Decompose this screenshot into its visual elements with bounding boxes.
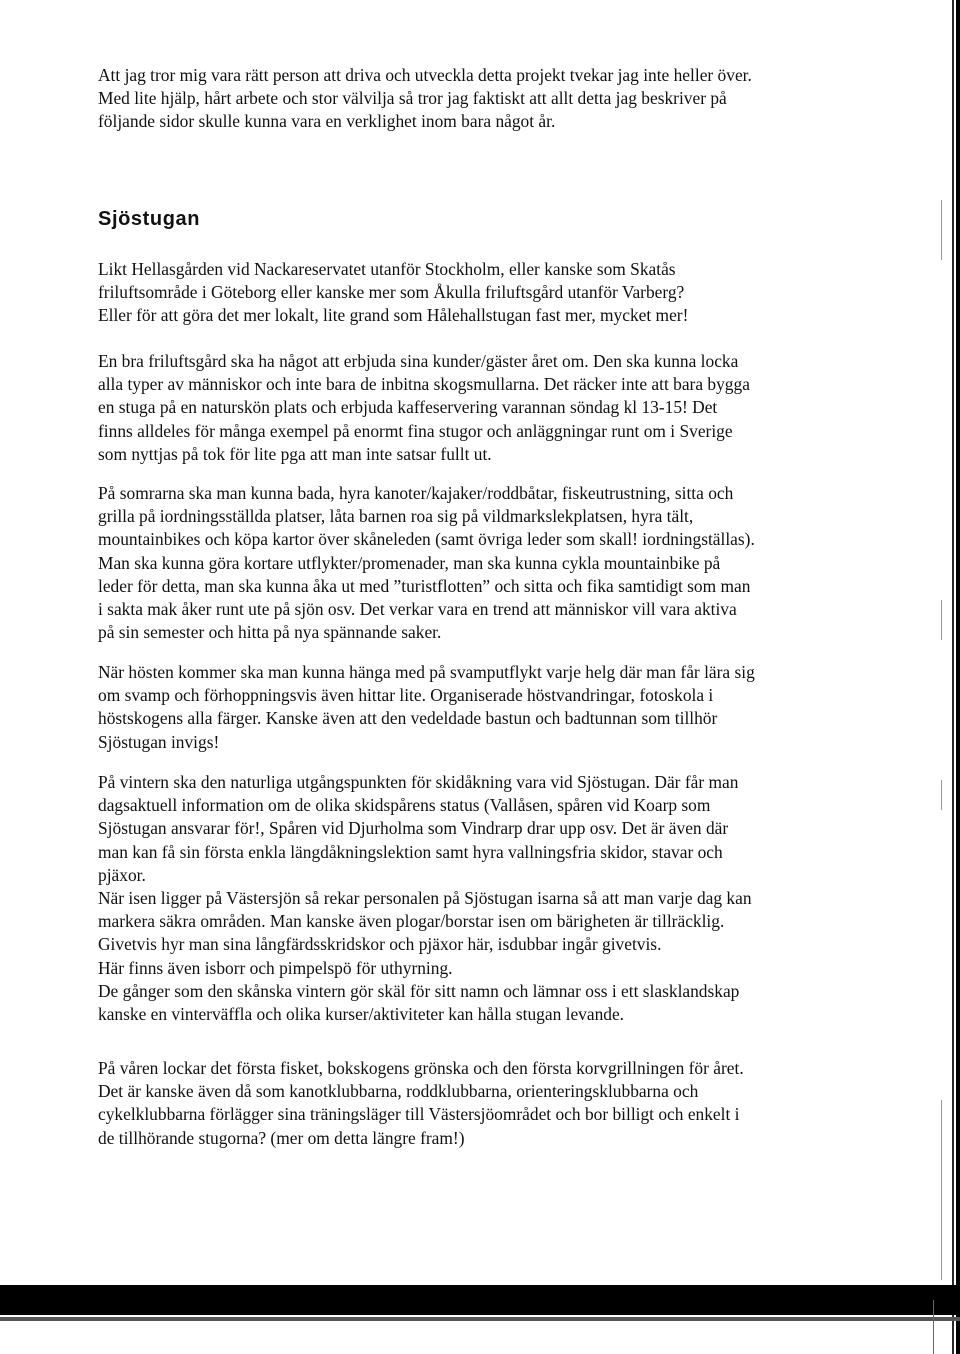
intro-paragraph-block (98, 64, 838, 134)
intro-paragraph: Att jag tror mig vara rätt person att driva och utveckla detta projekt tvekar jag inte heller över. Med lite hjälp, hårt arbete och stor välvilja så tror jag faktiskt att allt detta jag beskriver på följande sidor skulle kunna vara en verklighet inom bara något år. (98, 65, 752, 132)
paragraph-block-1 (98, 258, 838, 328)
paragraph-block-5 (98, 771, 838, 1026)
paragraph-block-3 (98, 482, 838, 644)
paragraph-block-4 (98, 661, 838, 754)
paragraph: En bra friluftsgård ska ha något att erbjuda sina kunder/gäster året om. Den ska kunna locka alla typer av människor och inte bara de inbitna skogsmullarna. Det räcker inte att bara bygga en stuga på en naturskön plats och erbjuda kaffeservering varannan söndag kl 13-15! Det finns alldeles för många exempel på enormt fina stugor och anläggningar runt om i Sverige som nyttjas på tok för lite pga att man inte satsar fullt ut. (98, 351, 750, 464)
scan-edge-right (956, 0, 960, 1354)
scan-margin-mark (941, 600, 942, 640)
paragraph: På somrarna ska man kunna bada, hyra kanoter/kajaker/roddbåtar, fiskeutrustning, sitta och grilla på iordningsställda platser, låta barnen roa sig på vildmarkslekplatsen, hyra tält, mountainbikes och köpa kartor över skåneleden (samt övriga leder som skall! iordningställas). Man ska kunna göra kortare utflykter/promenader, man ska kunna cykla mountainbike på leder för detta, man ska kunna åka ut med ”turistflotten” och sitta och fika samtidigt som man i sakta mak åker runt ute på sjön osv. Det verkar vara en trend att människor vill vara aktiva på sin semester och hitta på nya spännande saker. (98, 483, 755, 643)
scan-margin-mark (941, 1100, 942, 1280)
scan-bottom-bar (0, 1285, 960, 1315)
scan-margin-mark (941, 780, 942, 810)
section-heading: Sjöstugan (98, 208, 201, 230)
paragraph: På vintern ska den naturliga utgångspunkten för skidåkning vara vid Sjöstugan. Där får man dagsaktuell information om de olika skidspårens status (Vallåsen, spåren vid Koarp som Sjöstugan ansvarar för!, Spåren vid Djurholma som Vindrarp drar upp osv. Det är även där man kan få sin första enkla längdåkningslektion samt hyra vallningsfria skidor, stavar och pjäxor. När isen ligger på Västersjön så rekar personalen på Sjöstugan isarna så att man varje dag kan markera säkra områden. Man kanske även plogar/borstar isen om bärigheten är tillräcklig. Givetvis hyr man sina långfärdsskridskor och pjäxor här, isdubbar ingår givetvis. Här finns även isborr och pimpelspö för uthyrning. De gånger som den skånska vintern gör skäl för sitt namn och lämnar oss i ett slasklandskap kanske en vinterväffla och olika kurser/aktiviteter kan hålla stugan levande. (98, 772, 752, 1025)
scan-speck (933, 1300, 934, 1354)
scan-margin-mark (941, 200, 942, 260)
paragraph: Likt Hellasgården vid Nackareservatet utanför Stockholm, eller kanske som Skatås friluftsområde i Göteborg eller kanske mer som Åkulla friluftsgård utanför Varberg? Eller för att göra det mer lokalt, lite grand som Hålehallstugan fast mer, mycket mer! (98, 259, 689, 326)
paragraph: När hösten kommer ska man kunna hänga med på svamputflykt varje helg där man får lära sig om svamp och förhoppningsvis även hittar lite. Organiserade höstvandringar, fotoskola i höstskogens alla färger. Kanske även att den vedeldade bastun och badtunnan som tillhör Sjöstugan invigs! (98, 662, 755, 752)
paragraph-block-6 (98, 1057, 838, 1150)
paragraph-block-2 (98, 350, 838, 466)
paragraph: På våren lockar det första fisket, bokskogens grönska och den första korvgrillningen för året. Det är kanske även då som kanotklubbarna, roddklubbarna, orienteringsklubbarna och cykelklubbarna förlägger sina träningsläger till Västersjöområdet och bor billigt och enkelt i de tillhörande stugorna? (mer om detta längre fram!) (98, 1058, 744, 1148)
scan-edge-inner-line (952, 0, 954, 1354)
